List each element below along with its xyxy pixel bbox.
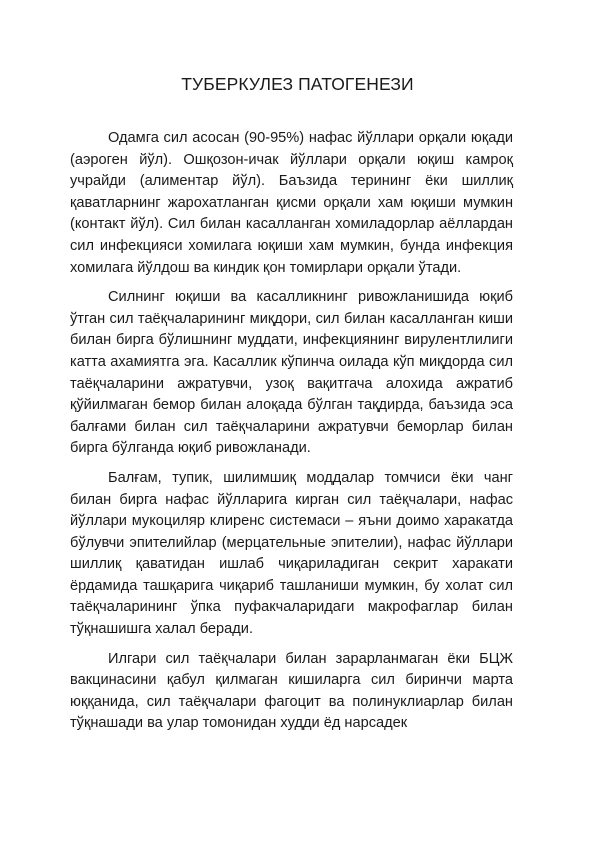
page-title: ТУБЕРКУЛЕЗ ПАТОГЕНЕЗИ bbox=[181, 74, 414, 94]
paragraph-1: Одамга сил асосан (90-95%) нафас йўллари орқали юқади (аэроген йўл). Ошқозон-ичак йўллари орқали юқиш камроқ учрайди (алиментар йўл). Баъзида терининг ёки шиллиқ қаватларнинг жарохатланган қисми орқали хам юқиши мумкин (контакт йўл). Сил билан касалланган хомиладорлар аёллардан сил инфекцияси хомилага юқиши хам мумкин, бунда инфекция хомилага йўлдош ва киндик қон томирлари орқали ўтади. bbox=[70, 130, 513, 276]
paragraph-2: Силнинг юқиши ва касалликнинг ривожланишида юқиб ўтган сил таёқчаларининг миқдори, сил билан касалланган киши билан бирга бўлишнинг муддати, инфекциянинг вирулентлилиги катта ахамиятга эга. Касаллик кўпинча оилада кўп миқдорда сил таёқчаларини ажратувчи, узоқ вақитгача алохида ажратиб қўйилмаган бемор билан алоқада бўлган тақдирда, баъзида эса балғами билан сил таёқчаларини ажратувчи беморлар билан бирга бўлганда юқиб ривожланади. bbox=[70, 289, 513, 457]
document-body bbox=[70, 128, 513, 735]
paragraph-4: Илгари сил таёқчалари билан зарарланмаган ёки БЦЖ вакцинасини қабул қилмаган кишиларга сил биринчи марта юққанида, сил таёқчалари фагоцит ва полинуклиарлар билан тўқнашади ва улар томонидан худди ёд нарсадек bbox=[70, 650, 513, 732]
paragraph-3: Балғам, тупик, шилимшиқ моддалар томчиси ёки чанг билан бирга нафас йўлларига кирган сил таёқчалари, нафас йўллари мукоциляр клиренс системаси – яъни доимо харакатда бўлувчи эпителийлар (мерцательные эпителии), нафас йўллари шиллиқ қаватидан ишлаб чиқариладиган секрит харакати ёрдамида ташқарига чиқариб ташланиши мумкин, бу холат сил таёқчаларининг ўпка пуфакчаларидаги макрофаглар билан тўқнашишга халал беради. bbox=[70, 469, 513, 638]
